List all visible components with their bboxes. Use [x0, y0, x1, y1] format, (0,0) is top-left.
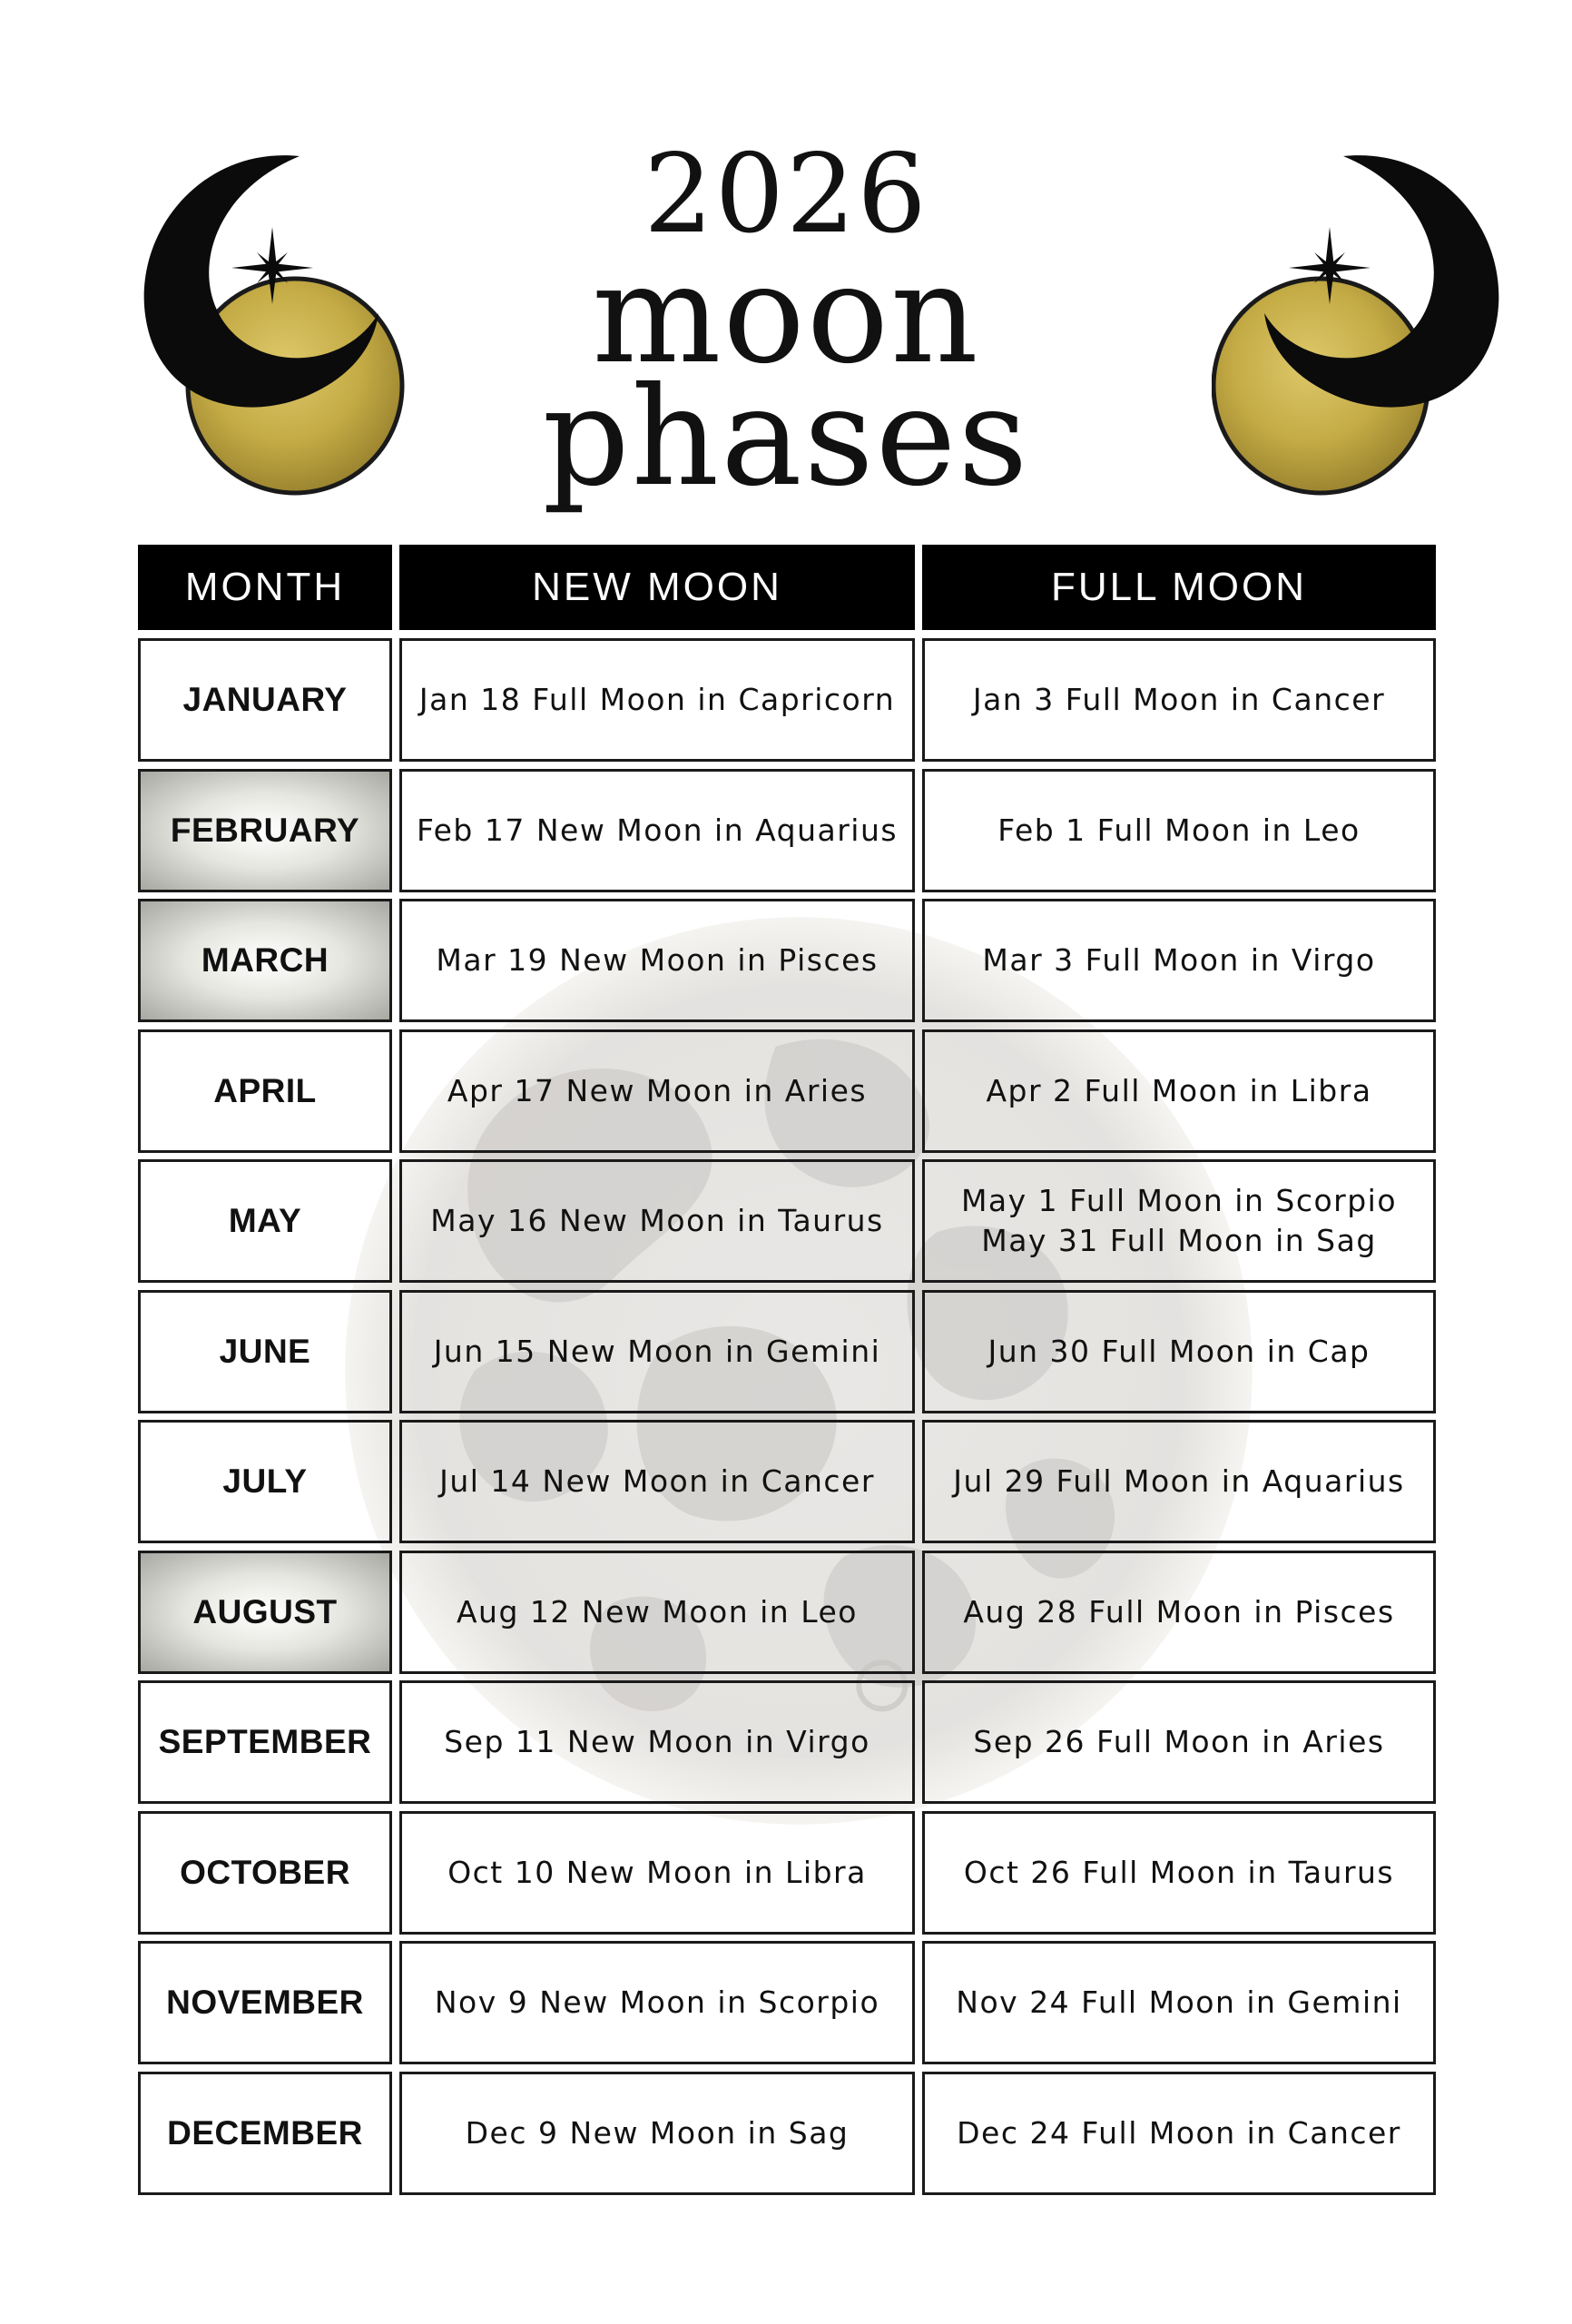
title-moon: moon	[592, 236, 980, 394]
new-moon-date: Aug 12 New Moon in Leo	[456, 1593, 858, 1630]
month-label: NOVEMBER	[166, 1984, 364, 2021]
full-moon-cell	[922, 1420, 1436, 1543]
full-moon-date-second: May 31 Full Moon in Sag	[981, 1223, 1377, 1258]
full-moon-date: May 1 Full Moon in Scorpio	[960, 1183, 1398, 1218]
new-moon-date: Apr 17 New Moon in Aries	[447, 1072, 868, 1108]
month-label: SEPTEMBER	[158, 1723, 372, 1760]
new-moon-cell	[399, 1420, 915, 1543]
month-cell	[138, 638, 392, 762]
full-moon-cell	[922, 1290, 1436, 1413]
table-header	[138, 545, 1436, 630]
full-moon-date: Nov 24 Full Moon in Gemini	[956, 1984, 1402, 2020]
full-moon-date: Aug 28 Full Moon in Pisces	[963, 1593, 1395, 1630]
month-cell	[138, 1680, 392, 1804]
month-cell	[138, 899, 392, 1022]
month-label: JULY	[222, 1462, 308, 1500]
header-full-moon: FULL MOON	[922, 545, 1436, 630]
full-moon-date: Oct 26 Full Moon in Taurus	[963, 1854, 1395, 1890]
new-moon-cell	[399, 1811, 915, 1935]
new-moon-date: Mar 19 New Moon in Pisces	[436, 942, 879, 978]
table-row	[138, 2072, 1436, 2195]
table-row	[138, 1290, 1436, 1413]
full-moon-cell	[922, 1941, 1436, 2064]
new-moon-cell	[399, 1680, 915, 1804]
new-moon-date: Jan 18 Full Moon in Capricorn	[418, 682, 896, 717]
full-moon-cell	[922, 2072, 1436, 2195]
new-moon-cell	[399, 899, 915, 1022]
full-moon-date: Dec 24 Full Moon in Cancer	[957, 2114, 1401, 2151]
new-moon-date: Jun 15 New Moon in Gemini	[433, 1333, 881, 1369]
new-moon-cell	[399, 769, 915, 892]
month-label: MAY	[228, 1202, 302, 1239]
full-moon-date: Apr 2 Full Moon in Libra	[986, 1072, 1372, 1108]
full-moon-cell	[922, 1159, 1436, 1283]
full-moon-cell	[922, 899, 1436, 1022]
new-moon-date: Oct 10 New Moon in Libra	[447, 1854, 867, 1890]
month-label: APRIL	[213, 1071, 317, 1109]
table-row	[138, 1551, 1436, 1674]
full-moon-cell	[922, 638, 1436, 762]
new-moon-date: Sep 11 New Moon in Virgo	[444, 1724, 870, 1759]
title-phases: phases	[542, 359, 1030, 517]
month-label: DECEMBER	[167, 2113, 363, 2152]
month-cell	[138, 1551, 392, 1674]
full-moon-cell	[922, 1551, 1436, 1674]
table-row	[138, 1159, 1436, 1283]
month-cell	[138, 1159, 392, 1283]
full-moon-cell	[922, 1029, 1436, 1153]
table-row	[138, 1680, 1436, 1804]
month-label: FEBRUARY	[170, 811, 360, 849]
new-moon-date: Feb 17 New Moon in Aquarius	[416, 812, 899, 848]
full-moon-date: Mar 3 Full Moon in Virgo	[982, 942, 1376, 978]
new-moon-date: May 16 New Moon in Taurus	[430, 1203, 884, 1238]
month-cell	[138, 1420, 392, 1543]
new-moon-cell	[399, 1290, 915, 1413]
month-cell	[138, 1029, 392, 1153]
table-row	[138, 638, 1436, 762]
new-moon-cell	[399, 1551, 915, 1674]
month-cell	[138, 1290, 392, 1413]
table-row	[138, 1811, 1436, 1935]
table-row	[138, 1420, 1436, 1543]
full-moon-cell	[922, 769, 1436, 892]
new-moon-date: Dec 9 New Moon in Sag	[465, 2114, 850, 2151]
full-moon-date: Sep 26 Full Moon in Aries	[973, 1724, 1385, 1759]
new-moon-cell	[399, 2072, 915, 2195]
month-cell	[138, 769, 392, 892]
table-row	[138, 899, 1436, 1022]
month-label: JUNE	[219, 1332, 311, 1370]
new-moon-cell	[399, 1941, 915, 2064]
full-moon-date: Jul 29 Full Moon in Aquarius	[953, 1463, 1405, 1499]
table-row	[138, 1941, 1436, 2064]
table-row	[138, 769, 1436, 892]
month-cell	[138, 2072, 392, 2195]
new-moon-date: Jul 14 New Moon in Cancer	[439, 1463, 875, 1499]
new-moon-cell	[399, 638, 915, 762]
month-label: OCTOBER	[180, 1853, 350, 1891]
title-year: 2026	[644, 132, 928, 258]
new-moon-cell	[399, 1159, 915, 1283]
full-moon-date: Jan 3 Full Moon in Cancer	[972, 682, 1386, 717]
full-moon-date: Jun 30 Full Moon in Cap	[987, 1333, 1371, 1369]
full-moon-date: Feb 1 Full Moon in Leo	[997, 812, 1361, 848]
header-month: MONTH	[138, 545, 392, 630]
page-title	[0, 132, 1572, 517]
new-moon-cell	[399, 1029, 915, 1153]
month-label: MARCH	[201, 941, 329, 979]
full-moon-cell	[922, 1811, 1436, 1935]
new-moon-date: Nov 9 New Moon in Scorpio	[434, 1984, 880, 2020]
month-cell	[138, 1941, 392, 2064]
month-label: AUGUST	[192, 1592, 338, 1630]
full-moon-cell	[922, 1680, 1436, 1804]
month-cell	[138, 1811, 392, 1935]
header-new-moon: NEW MOON	[399, 545, 915, 630]
month-label: JANUARY	[182, 681, 348, 718]
table-row	[138, 1029, 1436, 1153]
